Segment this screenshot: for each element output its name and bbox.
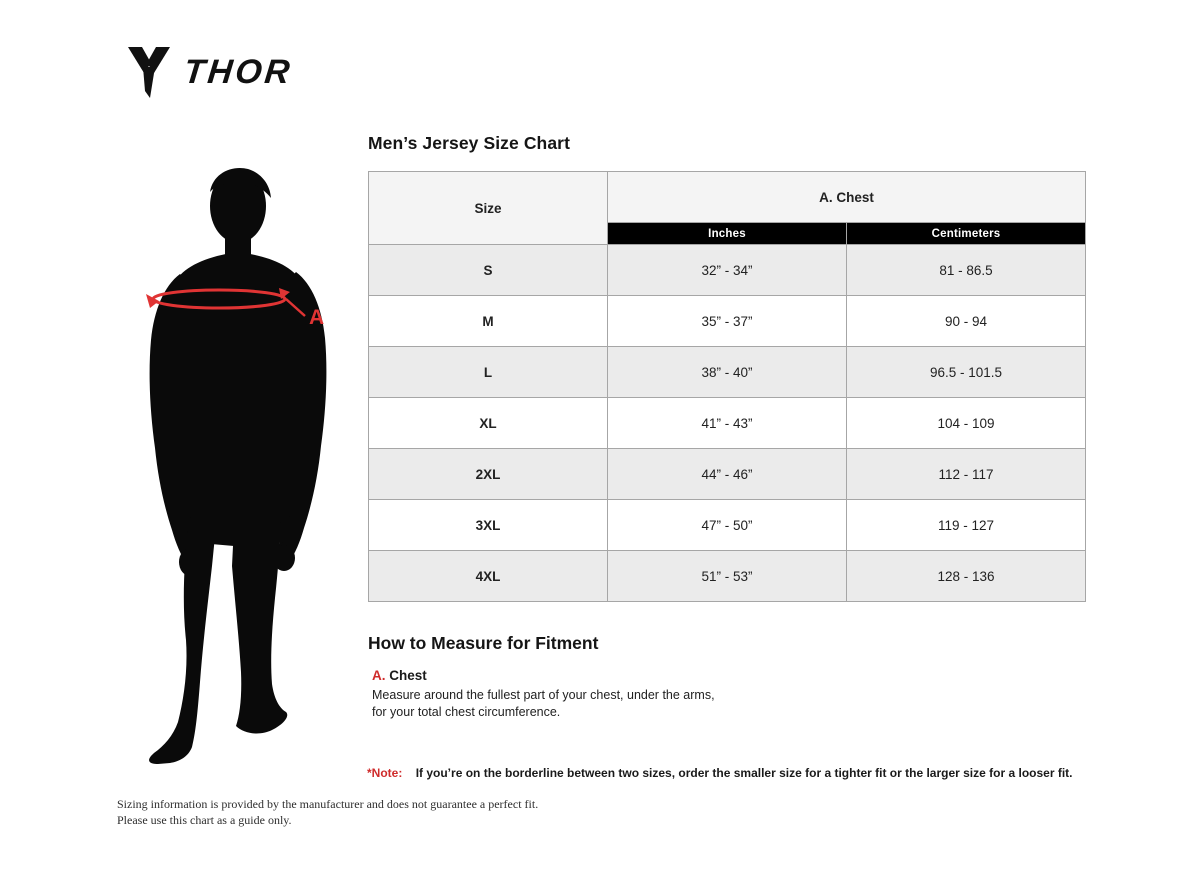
inches-value: 41” - 43” <box>608 398 847 449</box>
brand-logo <box>126 46 295 98</box>
note-text: If you’re on the borderline between two sizes, order the smaller size for a tighter fit or the larger size for a looser fit. <box>415 766 1073 780</box>
unit-header-inches-cell <box>608 223 847 245</box>
unit-header-centimeters: Centimeters <box>847 223 1085 244</box>
measure-item-description: Measure around the fullest part of your chest, under the arms, for your total chest circumference. <box>372 688 715 719</box>
inches-value: 32” - 34” <box>608 245 847 296</box>
cm-value: 119 - 127 <box>847 500 1086 551</box>
size-label: M <box>369 296 608 347</box>
inches-value: 35” - 37” <box>608 296 847 347</box>
table-row-2xl <box>369 449 1086 500</box>
thor-horns-icon <box>126 46 172 98</box>
size-label: 4XL <box>369 551 608 602</box>
inches-value: 51” - 53” <box>608 551 847 602</box>
size-label: 2XL <box>369 449 608 500</box>
size-label: XL <box>369 398 608 449</box>
male-silhouette-figure <box>138 164 328 764</box>
brand-wordmark: THOR <box>182 52 295 91</box>
cm-value: 128 - 136 <box>847 551 1086 602</box>
column-header-size: Size <box>369 172 608 245</box>
table-row-3xl <box>369 500 1086 551</box>
size-chart-title: Men’s Jersey Size Chart <box>368 133 571 153</box>
disclaimer-line-2: Please use this chart as a guide only. <box>117 813 292 828</box>
table-row-xl <box>369 398 1086 449</box>
measure-item-heading <box>372 668 732 683</box>
measure-item-chest <box>372 668 732 721</box>
cm-value: 104 - 109 <box>847 398 1086 449</box>
inches-value: 44” - 46” <box>608 449 847 500</box>
cm-value: 96.5 - 101.5 <box>847 347 1086 398</box>
table-row-4xl <box>369 551 1086 602</box>
table-row-s <box>369 245 1086 296</box>
measure-item-label: Chest <box>389 668 427 683</box>
measure-section-title: How to Measure for Fitment <box>368 633 599 653</box>
column-header-chest: A. Chest <box>608 172 1086 223</box>
sizing-note <box>367 766 1073 780</box>
size-label: 3XL <box>369 500 608 551</box>
unit-header-centimeters-cell <box>847 223 1086 245</box>
table-row-m <box>369 296 1086 347</box>
size-label: L <box>369 347 608 398</box>
cm-value: 112 - 117 <box>847 449 1086 500</box>
unit-header-inches: Inches <box>608 223 846 244</box>
cm-value: 90 - 94 <box>847 296 1086 347</box>
disclaimer-line-1: Sizing information is provided by the manufacturer and does not guarantee a perfect fit. <box>117 797 539 811</box>
inches-value: 47” - 50” <box>608 500 847 551</box>
cm-value: 81 - 86.5 <box>847 245 1086 296</box>
manufacturer-disclaimer <box>117 796 538 828</box>
silhouette-body <box>149 168 326 764</box>
table-row-l <box>369 347 1086 398</box>
size-chart-table <box>368 171 1086 602</box>
measure-item-key: A. <box>372 668 386 683</box>
measure-label-a: A <box>309 306 325 329</box>
note-prefix: *Note: <box>367 766 403 780</box>
inches-value: 38” - 40” <box>608 347 847 398</box>
size-label: S <box>369 245 608 296</box>
